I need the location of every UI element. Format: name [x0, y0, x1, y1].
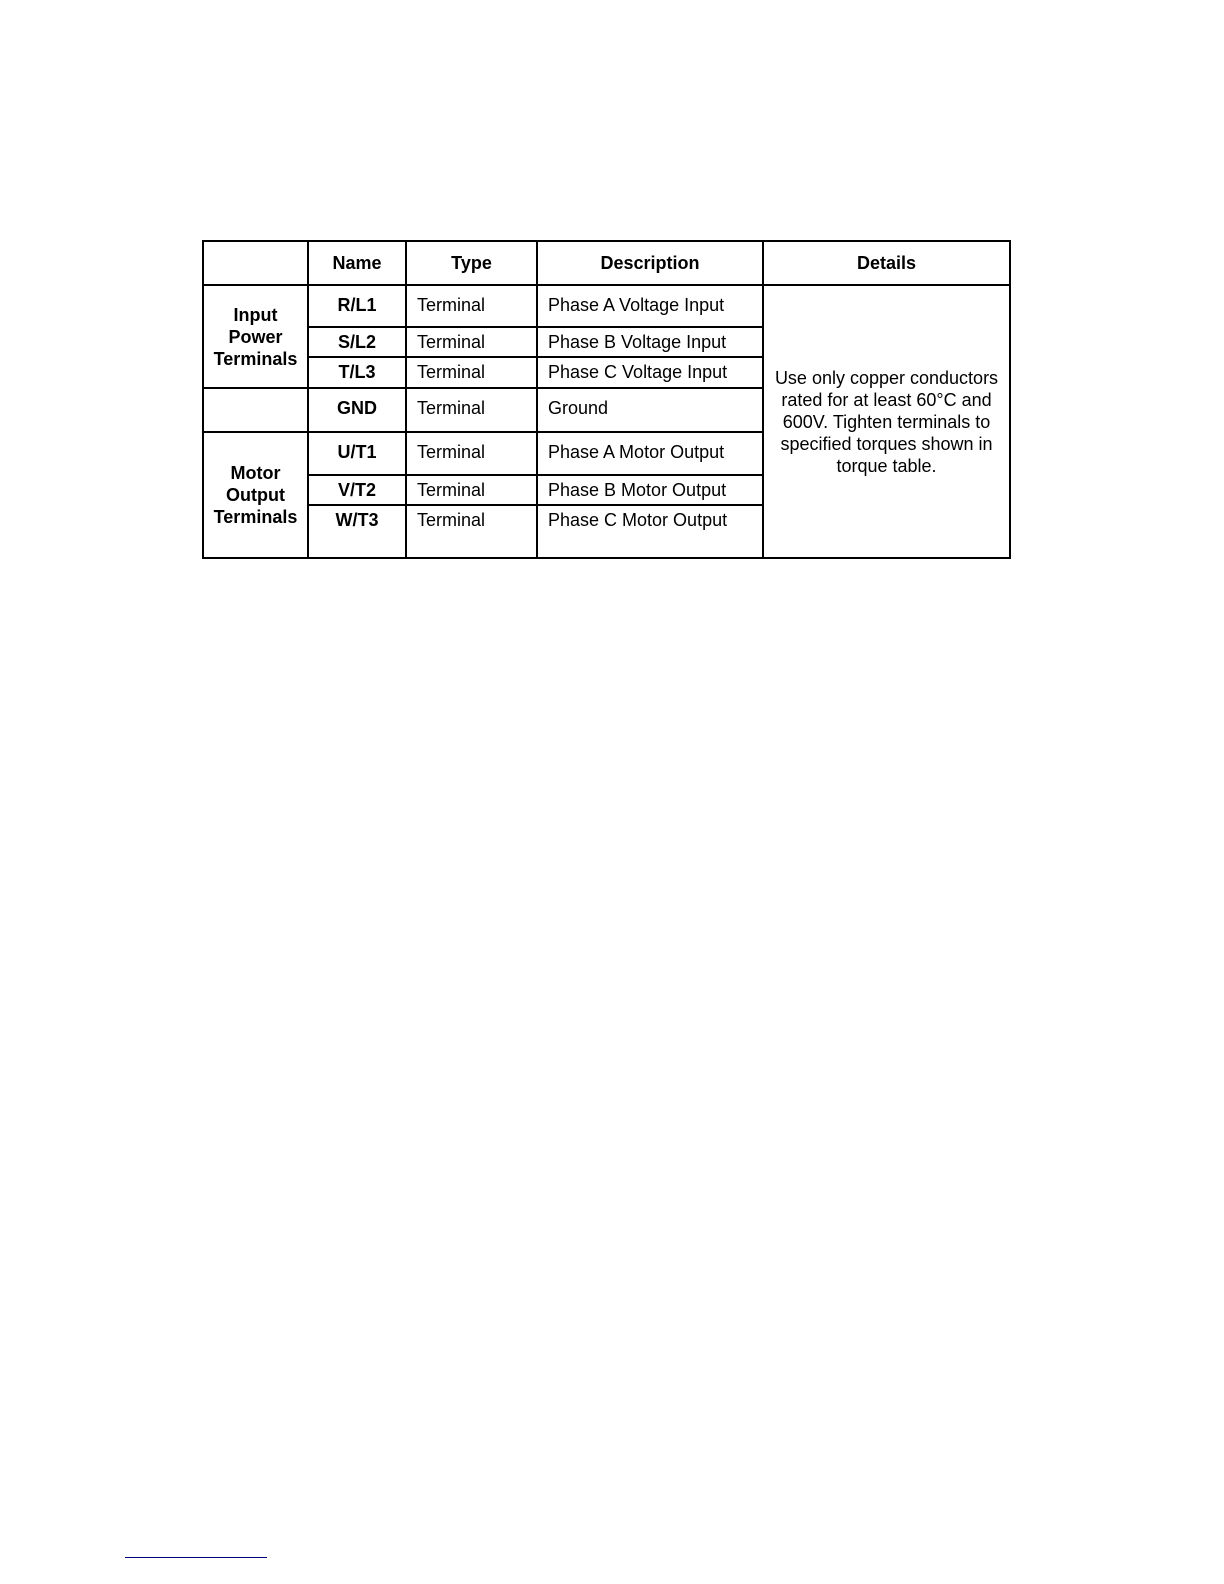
group-label-input-power: Input Power Terminals: [203, 285, 308, 388]
header-row: [203, 241, 1010, 285]
terminal-type: Terminal: [406, 285, 537, 327]
footnote-separator: [125, 1557, 267, 1558]
terminal-description: Phase B Motor Output: [537, 475, 763, 505]
details-note: Use only copper conductors rated for at least 60°C and 600V. Tighten terminals to specified torques shown in torque table.: [763, 285, 1010, 558]
terminal-type: Terminal: [406, 327, 537, 357]
terminal-wiring-table: [202, 240, 1011, 559]
header-cell-details: Details: [763, 241, 1010, 285]
terminal-name: V/T2: [308, 475, 406, 505]
terminal-name: T/L3: [308, 357, 406, 388]
header-cell-description: Description: [537, 241, 763, 285]
terminal-name: GND: [308, 388, 406, 432]
terminal-type: Terminal: [406, 388, 537, 432]
terminal-description: Phase B Voltage Input: [537, 327, 763, 357]
terminal-name: S/L2: [308, 327, 406, 357]
group-label-motor-output: Motor Output Terminals: [203, 432, 308, 558]
terminal-name: R/L1: [308, 285, 406, 327]
table-row: [203, 285, 1010, 327]
terminal-description: Phase C Motor Output: [537, 505, 763, 558]
terminal-type: Terminal: [406, 505, 537, 558]
header-cell-name: Name: [308, 241, 406, 285]
group-label-empty: [203, 388, 308, 432]
terminal-name: W/T3: [308, 505, 406, 558]
terminal-type: Terminal: [406, 357, 537, 388]
terminal-description: Phase C Voltage Input: [537, 357, 763, 388]
terminal-type: Terminal: [406, 475, 537, 505]
terminal-name: U/T1: [308, 432, 406, 475]
terminal-description: Phase A Voltage Input: [537, 285, 763, 327]
header-cell-type: Type: [406, 241, 537, 285]
header-cell-group: [203, 241, 308, 285]
terminal-description: Phase A Motor Output: [537, 432, 763, 475]
terminal-type: Terminal: [406, 432, 537, 475]
terminal-description: Ground: [537, 388, 763, 432]
